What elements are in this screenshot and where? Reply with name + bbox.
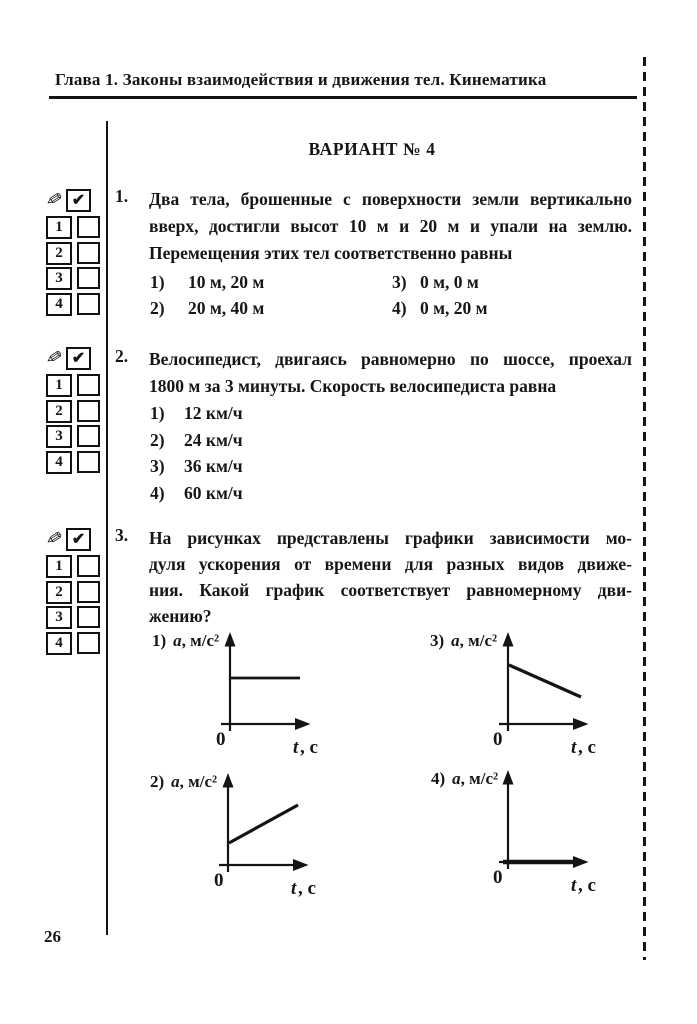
x-axis-unit: , с — [578, 737, 596, 758]
acceleration-graph-2 — [213, 773, 328, 901]
question-text-3 — [149, 525, 632, 629]
check-icon: ✔ — [71, 191, 86, 209]
margin-rule — [106, 121, 108, 935]
option-number: 4) — [392, 298, 407, 318]
y-axis-arrow — [223, 773, 234, 788]
answer-checkbox[interactable] — [77, 242, 100, 264]
answer-checkbox[interactable] — [77, 293, 100, 315]
options-q1 — [150, 272, 488, 324]
graph-panel-number: 3) — [430, 631, 445, 650]
answer-widget-q2 — [43, 346, 104, 476]
answer-row — [46, 581, 104, 604]
answer-checkbox[interactable] — [77, 606, 100, 628]
option-number: 3) — [150, 456, 165, 476]
answer-number-box: 3 — [46, 606, 72, 629]
x-axis-variable: t — [571, 875, 577, 896]
x-axis-unit: , с — [298, 878, 316, 899]
x-axis-arrow — [295, 718, 311, 730]
option-number: 1) — [150, 272, 165, 292]
data-line — [229, 805, 298, 843]
x-axis-variable: t — [291, 878, 297, 899]
origin-label: 0 — [216, 729, 226, 750]
option-row — [150, 483, 243, 510]
text-line: жению? — [149, 606, 212, 626]
question-text-2 — [149, 346, 632, 400]
pencil-icon: ✎ — [43, 188, 64, 213]
y-axis-arrow — [503, 632, 514, 647]
answer-widget-header — [43, 527, 104, 552]
answer-row — [46, 267, 104, 290]
option-text: 60 км/ч — [184, 482, 243, 503]
answer-widget-q1 — [43, 188, 104, 318]
answer-number-box: 2 — [46, 242, 72, 265]
answer-row — [46, 425, 104, 448]
y-axis-unit: , м/с² — [459, 631, 498, 650]
origin-label: 0 — [214, 870, 224, 891]
question-number-3: 3. — [115, 525, 129, 545]
text-line: Два тела, брошенные с поверхности земли вертикально — [149, 189, 632, 209]
text-line: ния. Какой график соответствует равномерному дви- — [149, 580, 632, 600]
checked-checkbox[interactable] — [66, 528, 91, 551]
answer-row — [46, 293, 104, 316]
answer-row — [46, 606, 104, 629]
answer-checkbox[interactable] — [77, 400, 100, 422]
answer-number-box: 4 — [46, 632, 72, 655]
answer-row — [46, 216, 104, 239]
page-number: 26 — [44, 927, 61, 946]
y-axis-arrow — [503, 770, 514, 785]
y-axis-variable: a — [171, 772, 180, 791]
question-number-1: 1. — [115, 186, 129, 206]
y-axis-unit: , м/с² — [460, 769, 499, 788]
option-text: 36 км/ч — [184, 456, 243, 476]
option-text: 0 м, 20 м — [420, 298, 488, 318]
check-icon: ✔ — [71, 530, 86, 548]
y-axis-unit: , м/с² — [179, 772, 218, 791]
x-axis-arrow — [293, 859, 309, 871]
x-axis-unit: , с — [578, 875, 596, 896]
answer-checkbox[interactable] — [77, 425, 100, 447]
answer-checkbox[interactable] — [77, 581, 100, 603]
checked-checkbox[interactable] — [66, 347, 91, 370]
option-text: 24 км/ч — [184, 429, 243, 450]
text-line: Велосипедист, двигаясь равномерно по шоссе, проехал — [149, 349, 632, 369]
option-number: 3) — [392, 272, 407, 292]
origin-label: 0 — [493, 729, 503, 750]
answer-row — [46, 632, 104, 655]
text-line: На рисунках представлены графики зависимости мо- — [149, 528, 632, 548]
answer-number-box: 4 — [46, 451, 72, 474]
x-axis-variable: t — [571, 737, 577, 758]
option-number: 1) — [150, 403, 165, 423]
y-axis-unit: , м/с² — [181, 631, 220, 650]
answer-checkbox[interactable] — [77, 374, 100, 396]
question-number-2: 2. — [115, 346, 129, 366]
answer-number-box: 4 — [46, 293, 72, 316]
x-axis-unit: , с — [300, 737, 318, 758]
y-axis-variable: a — [451, 631, 460, 650]
acceleration-graph-4 — [492, 770, 607, 898]
x-axis-variable: t — [293, 737, 299, 758]
text-line: Перемещения этих тел соответственно равны — [149, 243, 513, 263]
options-q2 — [150, 403, 243, 509]
pencil-icon: ✎ — [43, 346, 64, 371]
acceleration-graph-3 — [492, 632, 607, 760]
cut-dashed-line — [643, 57, 646, 960]
answer-row — [46, 242, 104, 265]
option-text: 12 км/ч — [184, 403, 243, 423]
answer-number-box: 2 — [46, 400, 72, 423]
graph-panel-number: 4) — [431, 769, 446, 788]
option-number: 4) — [150, 482, 165, 503]
x-axis-arrow — [573, 718, 589, 730]
graph-label-3 — [430, 631, 497, 651]
answer-number-box: 2 — [46, 581, 72, 604]
chapter-header: Глава 1. Законы взаимодействия и движения тел. Кинематика — [55, 70, 547, 89]
option-text: 0 м, 0 м — [420, 272, 479, 292]
answer-checkbox[interactable] — [77, 632, 100, 654]
answer-number-box: 1 — [46, 555, 72, 578]
answer-number-box: 3 — [46, 267, 72, 290]
header-rule — [49, 96, 637, 99]
origin-label: 0 — [493, 867, 503, 888]
option-text: 20 м, 40 м — [188, 298, 265, 318]
option-row — [150, 430, 243, 457]
pencil-icon: ✎ — [43, 527, 64, 552]
answer-checkbox[interactable] — [77, 267, 100, 289]
option-number: 2) — [150, 429, 165, 450]
answer-checkbox[interactable] — [77, 216, 100, 238]
answer-number-box: 1 — [46, 216, 72, 239]
x-axis-arrow — [573, 856, 589, 868]
checked-checkbox[interactable] — [66, 189, 91, 212]
answer-widget-q3 — [43, 527, 104, 657]
option-row — [150, 456, 243, 483]
question-text-1 — [149, 186, 632, 267]
option-number: 2) — [150, 298, 165, 318]
graph-panel-number: 2) — [150, 772, 165, 791]
graph-panel-number: 1) — [152, 631, 167, 650]
answer-row — [46, 400, 104, 423]
y-axis-arrow — [225, 632, 236, 647]
graph-label-2 — [150, 772, 217, 792]
answer-row — [46, 374, 104, 397]
graph-label-1 — [152, 631, 219, 651]
graph-label-4 — [431, 769, 498, 789]
y-axis-variable: a — [452, 769, 461, 788]
acceleration-graph-1 — [215, 632, 330, 760]
answer-widget-header — [43, 188, 104, 213]
answer-row — [46, 451, 104, 474]
check-icon: ✔ — [71, 349, 86, 367]
answer-checkbox[interactable] — [77, 555, 100, 577]
option-text: 10 м, 20 м — [188, 272, 265, 292]
answer-row — [46, 555, 104, 578]
data-line — [509, 665, 581, 697]
answer-checkbox[interactable] — [77, 451, 100, 473]
answer-number-box: 3 — [46, 425, 72, 448]
variant-title: ВАРИАНТ № 4 — [308, 139, 436, 159]
text-line: вверх, достигли высот 10 м и 20 м и упали на землю. — [149, 216, 632, 236]
answer-number-box: 1 — [46, 374, 72, 397]
text-line: 1800 м за 3 минуты. Скорость велосипедиста равна — [149, 376, 557, 396]
answer-widget-header — [43, 346, 104, 371]
option-row — [150, 403, 243, 430]
text-line: дуля ускорения от времени для разных видов движе- — [149, 554, 632, 574]
y-axis-variable: a — [173, 631, 182, 650]
